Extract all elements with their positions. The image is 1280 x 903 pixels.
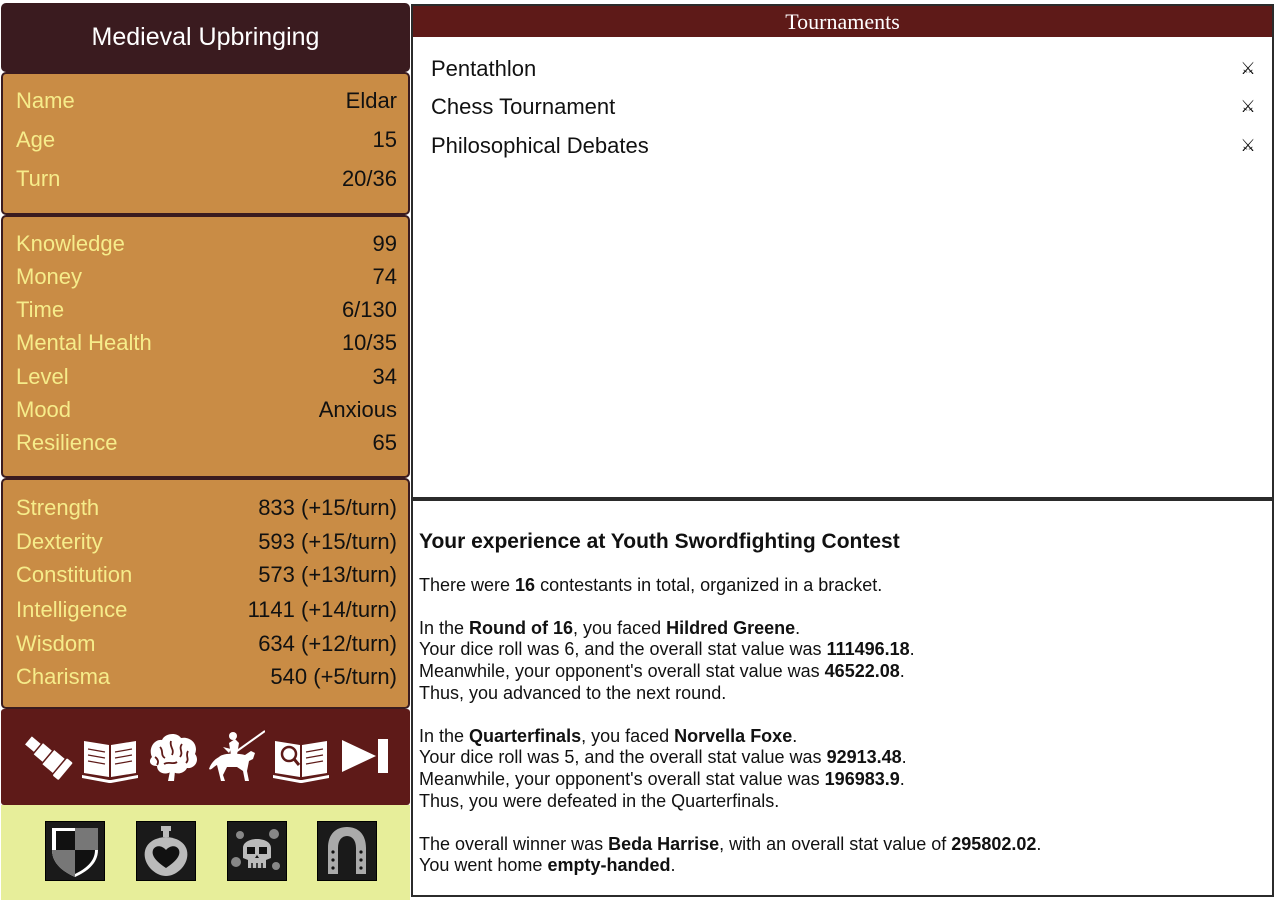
text: . bbox=[1036, 833, 1042, 854]
contestant-count: 16 bbox=[515, 574, 536, 595]
stat-value: 573 (+13/turn) bbox=[258, 562, 397, 587]
round-summary bbox=[419, 726, 1272, 812]
tournament-name[interactable]: Philosophical Debates bbox=[431, 133, 649, 158]
stat-label: Mental Health bbox=[16, 330, 152, 355]
stat-row-intelligence bbox=[16, 595, 397, 625]
text: . bbox=[670, 855, 676, 876]
result-title: Your experience at Youth Swordfighting Contest bbox=[419, 530, 900, 553]
text: . bbox=[792, 725, 798, 746]
tournament-item bbox=[431, 54, 1258, 84]
opponent-stat-value: 196983.9 bbox=[824, 768, 900, 789]
round-outcome: Thus, you advanced to the next round. bbox=[419, 682, 727, 703]
stat-value: 10/35 bbox=[341, 330, 397, 355]
stat-label: Knowledge bbox=[16, 231, 125, 256]
crossed-swords-icon[interactable]: ⚔ bbox=[1240, 59, 1256, 78]
result-panel bbox=[411, 499, 1274, 897]
stat-label: Intelligence bbox=[16, 597, 128, 622]
winner-stat-value: 295802.02 bbox=[951, 833, 1037, 854]
text: . bbox=[899, 660, 905, 681]
stat-row-age bbox=[16, 125, 397, 155]
winner-name: Beda Harrise bbox=[608, 833, 720, 854]
tournament-item bbox=[431, 92, 1258, 122]
stat-value: 593 (+15/turn) bbox=[258, 529, 397, 554]
potion-heart-icon[interactable] bbox=[136, 821, 196, 881]
horseshoe-icon[interactable] bbox=[317, 821, 377, 881]
text: Your dice roll was 5, and the overall stat value was bbox=[419, 747, 827, 768]
tournaments-panel bbox=[411, 4, 1274, 499]
round-name: Quarterfinals bbox=[469, 725, 582, 746]
text: . bbox=[899, 768, 905, 789]
text: Meanwhile, your opponent's overall stat value was bbox=[419, 768, 825, 789]
stat-row-turn bbox=[16, 164, 397, 194]
stat-value: 833 (+15/turn) bbox=[258, 495, 397, 520]
text: . bbox=[795, 617, 801, 638]
buff-bar bbox=[1, 805, 410, 900]
brain-icon[interactable] bbox=[144, 727, 202, 785]
stat-row-level bbox=[16, 362, 397, 392]
stat-row-money bbox=[16, 262, 397, 292]
stat-row-resilience bbox=[16, 428, 397, 458]
text: , you faced bbox=[573, 617, 667, 638]
text: Meanwhile, your opponent's overall stat value was bbox=[419, 660, 825, 681]
tournament-name[interactable]: Pentathlon bbox=[431, 56, 537, 81]
stat-label: Constitution bbox=[16, 562, 133, 587]
stat-row-mental-health bbox=[16, 328, 397, 358]
knight-on-horse-icon[interactable] bbox=[207, 727, 265, 785]
stat-value: 634 (+12/turn) bbox=[258, 631, 397, 656]
text: There were bbox=[419, 574, 516, 595]
stat-row-knowledge bbox=[16, 229, 397, 259]
stat-value: 540 (+5/turn) bbox=[270, 664, 397, 689]
stat-label: Money bbox=[16, 264, 83, 289]
prize-result: empty-handed bbox=[547, 855, 671, 876]
stat-label: Mood bbox=[16, 397, 72, 422]
stat-row-name bbox=[16, 86, 397, 116]
stat-value: 34 bbox=[372, 364, 397, 389]
round-outcome: Thus, you were defeated in the Quarterfinals. bbox=[419, 790, 780, 811]
text: In the bbox=[419, 617, 470, 638]
stat-row-charisma bbox=[16, 662, 397, 692]
stat-row-wisdom bbox=[16, 629, 397, 659]
tournament-item bbox=[431, 131, 1258, 161]
profile-panel bbox=[1, 72, 410, 215]
text: You went home bbox=[419, 855, 548, 876]
status-panel bbox=[1, 215, 410, 478]
round-summary bbox=[419, 618, 1272, 704]
text: Your dice roll was 6, and the overall stat value was bbox=[419, 639, 827, 660]
crossed-swords-icon[interactable]: ⚔ bbox=[1240, 97, 1256, 116]
magnifier-book-icon[interactable] bbox=[272, 727, 330, 785]
skull-icon[interactable] bbox=[227, 821, 287, 881]
app-title: Medieval Upbringing bbox=[1, 3, 410, 72]
opponent-name: Hildred Greene bbox=[666, 617, 796, 638]
stat-label: Strength bbox=[16, 495, 100, 520]
stat-value: 20/36 bbox=[341, 166, 397, 191]
your-stat-value: 92913.48 bbox=[826, 747, 902, 768]
stat-label: Name bbox=[16, 88, 75, 113]
stat-label: Time bbox=[16, 297, 65, 322]
stat-label: Charisma bbox=[16, 664, 111, 689]
stat-value: 99 bbox=[372, 231, 397, 256]
crossed-swords-icon[interactable]: ⚔ bbox=[1240, 136, 1256, 155]
result-conclusion bbox=[419, 834, 1272, 877]
stat-label: Wisdom bbox=[16, 631, 96, 656]
result-intro bbox=[419, 575, 1272, 597]
opponent-name: Norvella Foxe bbox=[674, 725, 793, 746]
left-column bbox=[1, 3, 410, 900]
tournament-name[interactable]: Chess Tournament bbox=[431, 94, 616, 119]
your-stat-value: 111496.18 bbox=[826, 639, 910, 660]
tournaments-header: Tournaments bbox=[413, 6, 1272, 37]
stat-label: Turn bbox=[16, 166, 61, 191]
text: contestants in total, organized in a bracket. bbox=[535, 574, 883, 595]
stat-row-strength bbox=[16, 493, 397, 523]
text: , you faced bbox=[581, 725, 675, 746]
action-bar bbox=[1, 709, 410, 805]
text: The overall winner was bbox=[419, 833, 609, 854]
stat-row-constitution bbox=[16, 560, 397, 590]
stat-row-time bbox=[16, 295, 397, 325]
text: In the bbox=[419, 725, 470, 746]
text: . bbox=[901, 747, 907, 768]
stat-row-mood bbox=[16, 395, 397, 425]
stat-value: 1141 (+14/turn) bbox=[247, 597, 397, 622]
opponent-stat-value: 46522.08 bbox=[824, 660, 900, 681]
round-name: Round of 16 bbox=[469, 617, 574, 638]
stat-value: Anxious bbox=[318, 397, 397, 422]
stat-label: Dexterity bbox=[16, 529, 103, 554]
open-book-icon[interactable] bbox=[81, 727, 139, 785]
attributes-panel bbox=[1, 478, 410, 709]
stat-label: Level bbox=[16, 364, 69, 389]
stat-value: 65 bbox=[372, 430, 397, 455]
shield-icon[interactable] bbox=[45, 821, 105, 881]
text: . bbox=[909, 639, 915, 660]
stat-value: 74 bbox=[372, 264, 397, 289]
spyglass-icon[interactable] bbox=[18, 727, 76, 785]
stat-value: 15 bbox=[372, 127, 397, 152]
stat-label: Age bbox=[16, 127, 56, 152]
stat-label: Resilience bbox=[16, 430, 118, 455]
stat-row-dexterity bbox=[16, 527, 397, 557]
text: , with an overall stat value of bbox=[719, 833, 952, 854]
stat-value: 6/130 bbox=[341, 297, 397, 322]
end-turn-icon[interactable] bbox=[336, 727, 394, 785]
stat-value: Eldar bbox=[345, 88, 397, 113]
